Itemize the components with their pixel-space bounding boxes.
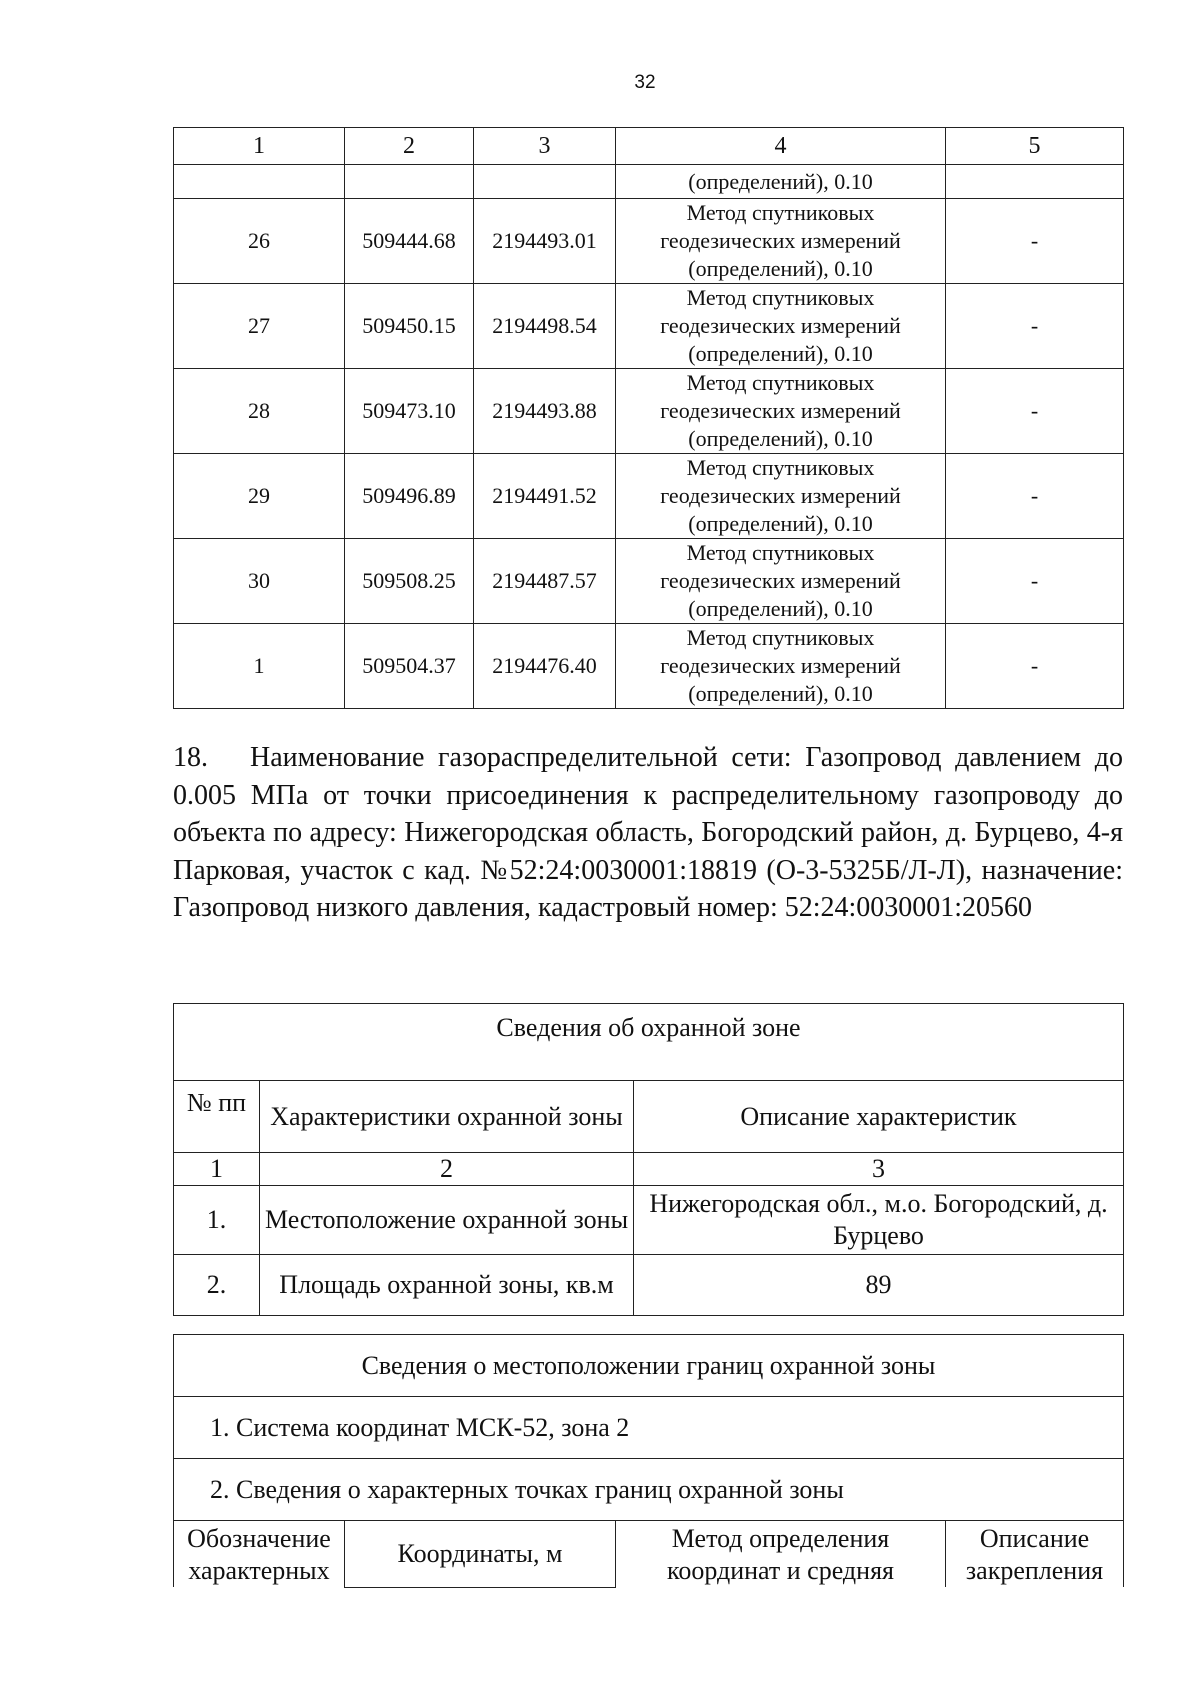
desc-cell: - <box>946 284 1124 369</box>
method-cell: Метод спутниковых геодезических измерений (определений), 0.10 <box>616 284 946 369</box>
table-row <box>174 454 1124 539</box>
x-cell: 509504.37 <box>345 624 474 709</box>
points-info-row: 2. Сведения о характерных точках границ охранной зоны <box>174 1459 1124 1521</box>
table-header-row <box>174 128 1124 165</box>
point-cell: 26 <box>174 199 345 284</box>
x-cell: 509473.10 <box>345 369 474 454</box>
table-title: Сведения об охранной зоне <box>174 1004 1124 1081</box>
method-cell: Метод спутниковых геодезических измерений (определений), 0.10 <box>616 369 946 454</box>
column-header: № пп <box>174 1081 260 1153</box>
y-cell: 2194493.88 <box>474 369 616 454</box>
column-header: Метод определения координат и средняя <box>616 1521 946 1588</box>
column-header: Описание закрепления <box>946 1521 1124 1588</box>
column-header: 3 <box>474 128 616 165</box>
column-number-row: 1 2 3 <box>174 1153 1124 1186</box>
desc-cell: - <box>946 624 1124 709</box>
coordinates-table <box>173 127 1124 709</box>
table-title-row <box>174 1335 1124 1397</box>
desc-cell: - <box>946 369 1124 454</box>
table-row <box>174 199 1124 284</box>
column-header: 5 <box>946 128 1124 165</box>
x-cell: 509508.25 <box>345 539 474 624</box>
method-cell: (определений), 0.10 <box>616 165 946 199</box>
x-cell: 509450.15 <box>345 284 474 369</box>
table-row <box>174 369 1124 454</box>
table-row: 1. Местоположение охранной зоны Нижегородская обл., м.о. Богородский, д. Бурцево <box>174 1186 1124 1255</box>
column-header: 4 <box>616 128 946 165</box>
column-header: Описание характеристик <box>634 1081 1124 1153</box>
table-row <box>174 284 1124 369</box>
continuation-row <box>174 165 1124 199</box>
point-cell: 1 <box>174 624 345 709</box>
table-header-row <box>174 1081 1124 1153</box>
y-cell: 2194476.40 <box>474 624 616 709</box>
section-number: 18. <box>173 742 208 773</box>
method-cell: Метод спутниковых геодезических измерений (определений), 0.10 <box>616 199 946 284</box>
table-row <box>174 624 1124 709</box>
x-cell: 509496.89 <box>345 454 474 539</box>
table-header-row <box>174 1521 1124 1588</box>
protection-zone-table <box>173 1003 1124 1316</box>
point-cell: 29 <box>174 454 345 539</box>
method-cell: Метод спутниковых геодезических измерений (определений), 0.10 <box>616 539 946 624</box>
boundary-table <box>173 1334 1124 1588</box>
y-cell: 2194493.01 <box>474 199 616 284</box>
table-title: Сведения о местоположении границ охранной зоны <box>174 1335 1124 1397</box>
point-cell: 28 <box>174 369 345 454</box>
point-cell: 27 <box>174 284 345 369</box>
column-header: Обозначение характерных <box>174 1521 345 1588</box>
y-cell: 2194498.54 <box>474 284 616 369</box>
table-row: 2. Площадь охранной зоны, кв.м 89 <box>174 1255 1124 1316</box>
column-header: Координаты, м <box>345 1521 616 1588</box>
desc-cell: - <box>946 199 1124 284</box>
table-row <box>174 539 1124 624</box>
page-number: 32 <box>634 72 656 93</box>
method-cell: Метод спутниковых геодезических измерений (определений), 0.10 <box>616 454 946 539</box>
coordinate-system-row: 1. Система координат МСК-52, зона 2 <box>174 1397 1124 1459</box>
method-cell: Метод спутниковых геодезических измерений (определений), 0.10 <box>616 624 946 709</box>
desc-cell: - <box>946 454 1124 539</box>
y-cell: 2194491.52 <box>474 454 616 539</box>
column-header: 1 <box>174 128 345 165</box>
column-header: 2 <box>345 128 474 165</box>
point-cell: 30 <box>174 539 345 624</box>
table-title-row <box>174 1004 1124 1081</box>
section-paragraph <box>173 739 1123 927</box>
desc-cell: - <box>946 539 1124 624</box>
x-cell: 509444.68 <box>345 199 474 284</box>
section-text: Наименование газораспределительной сети: Газопровод давлением до 0.005 МПа от точки присоединения к распределительному газопроводу до объекта по адресу: Нижегородская область, Богородский район, д. Бурцево, 4-я Парковая, участок с кад. №52:24:0030001:18819 (О-3-5325Б/Л-Л), назначение: Газопровод низкого давления, кадастровый номер: 52:24:0030001:20560 <box>173 742 1123 923</box>
column-header: Характеристики охранной зоны <box>260 1081 634 1153</box>
y-cell: 2194487.57 <box>474 539 616 624</box>
